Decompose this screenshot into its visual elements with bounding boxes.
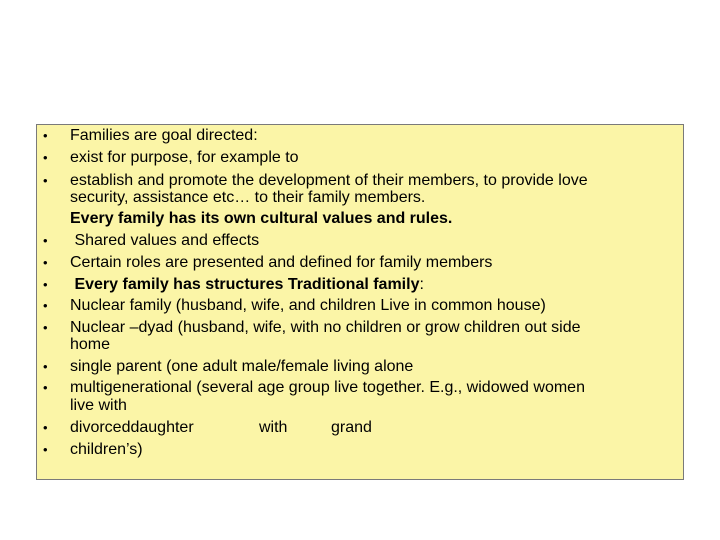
item-text-tail: : (419, 276, 424, 293)
list-item (37, 358, 683, 376)
item-text: Nuclear –dyad (husband, wife, with no children or grow children out side (70, 319, 581, 336)
bullet-marker: • (43, 359, 48, 374)
list-item (37, 172, 683, 190)
list-item (37, 419, 683, 437)
bullet-marker: • (43, 277, 48, 292)
list-item (37, 319, 683, 337)
list-item (37, 297, 683, 315)
item-text: Shared values and effects (70, 232, 260, 249)
item-text-continuation: home (70, 336, 111, 353)
content-box (36, 124, 684, 480)
item-text: multigenerational (several age group live together. E.g., widowed women (70, 379, 585, 396)
bullet-marker: • (43, 233, 48, 248)
list-item (37, 232, 683, 250)
item-text: Families are goal directed: (70, 127, 258, 144)
list-item-continuation (37, 336, 683, 354)
item-text (70, 276, 424, 294)
item-text-continuation: security, assistance etc… to their family members. (70, 189, 426, 206)
bullet-marker: • (43, 173, 48, 188)
bullet-marker: • (43, 150, 48, 165)
list-item (37, 210, 683, 228)
item-text-segment: divorceddaughter (70, 419, 194, 436)
list-item (37, 149, 683, 167)
item-text-segment: grand (331, 419, 372, 436)
item-text-segment: with (259, 419, 288, 436)
list-item (37, 379, 683, 397)
bullet-marker: • (43, 420, 48, 435)
bullet-marker: • (43, 442, 48, 457)
item-text: Every family has its own cultural values and rules. (70, 210, 453, 227)
item-text: single parent (one adult male/female living alone (70, 358, 414, 375)
item-text: children’s) (70, 441, 143, 458)
bullet-marker: • (43, 380, 48, 395)
list-item (37, 254, 683, 272)
item-text: Certain roles are presented and defined for family members (70, 254, 493, 271)
bullet-marker: • (43, 298, 48, 313)
list-item-continuation (37, 397, 683, 415)
list-item (37, 127, 683, 145)
item-text: establish and promote the development of their members, to provide love (70, 172, 588, 189)
list-item (37, 276, 683, 294)
item-text: exist for purpose, for example to (70, 149, 299, 166)
list-item (37, 441, 683, 459)
bullet-marker: • (43, 320, 48, 335)
item-text: Nuclear family (husband, wife, and children Live in common house) (70, 297, 546, 314)
item-text-bold: Every family has structures Traditional family (70, 276, 420, 293)
bullet-marker: • (43, 128, 48, 143)
item-text-continuation: live with (70, 397, 127, 414)
bullet-marker: • (43, 255, 48, 270)
list-item-continuation (37, 189, 683, 207)
